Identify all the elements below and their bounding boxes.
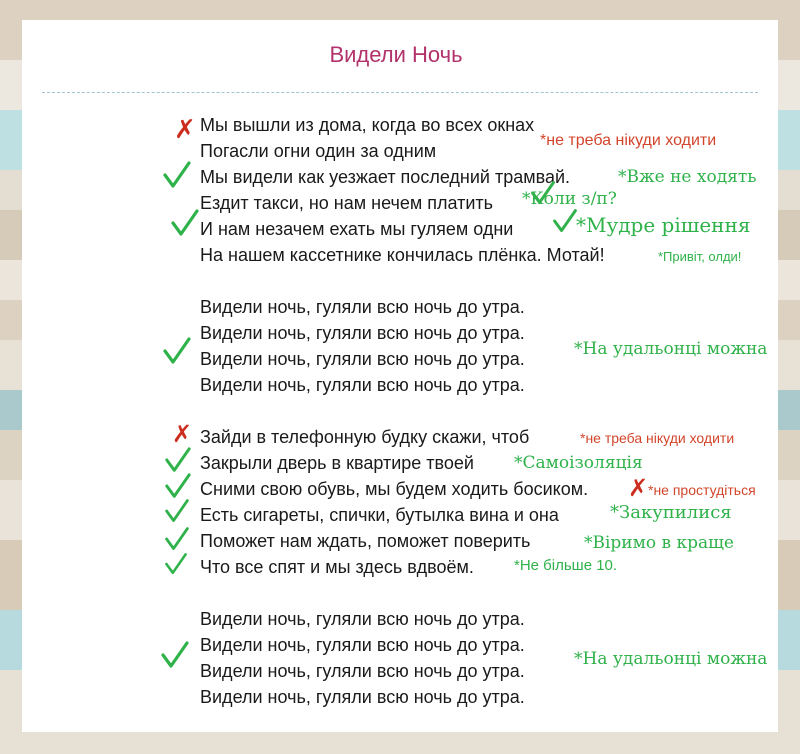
annotation-note: *не треба нікуди ходити — [540, 132, 717, 149]
lyric-line: Видели ночь, гуляли всю ночь до утра. — [200, 323, 525, 343]
check-icon — [162, 160, 192, 190]
cross-icon: ✗ — [172, 420, 193, 448]
check-icon — [164, 526, 190, 552]
lyric-line: Погасли огни один за одним — [200, 141, 437, 161]
lyric-line: Закрыли дверь в квартире твоей — [200, 453, 474, 473]
cross-icon: ✗ — [174, 115, 196, 145]
check-icon — [164, 472, 192, 500]
check-icon — [164, 446, 192, 474]
annotation-note: *Самоізоляція — [514, 453, 643, 473]
lyric-line: Видели ночь, гуляли всю ночь до утра. — [200, 349, 525, 369]
divider — [42, 92, 758, 93]
lyric-line: Мы видели как уезжает последний трамвай. — [200, 167, 571, 187]
annotation-note: *Віримо в краще — [584, 533, 734, 553]
lyric-line: Видели ночь, гуляли всю ночь до утра. — [200, 661, 525, 681]
annotation-note: *не треба нікуди ходити — [580, 430, 735, 446]
check-icon — [162, 336, 192, 366]
check-icon — [552, 208, 578, 234]
page-title: Видели Ночь — [329, 42, 463, 67]
lyric-line: Есть сигареты, спички, бутылка вина и она — [200, 505, 559, 525]
lyric-line: Что все спят и мы здесь вдвоём. — [200, 557, 474, 577]
lyric-line: Сними свою обувь, мы будем ходить босиком. — [200, 479, 589, 499]
lyric-line: Ездит такси, но нам нечем платить — [200, 193, 494, 213]
annotation-note: *Не більше 10. — [514, 557, 618, 574]
lyric-line: На нашем кассетнике кончилась плёнка. Мотай! — [200, 245, 605, 265]
lyric-line: Поможет нам ждать, поможет поверить — [200, 531, 531, 551]
annotation-note: *На удальонці можна — [574, 339, 768, 359]
lyric-line: Видели ночь, гуляли всю ночь до утра. — [200, 635, 525, 655]
check-icon — [170, 208, 200, 238]
lyric-line: И нам незачем ехать мы гуляем одни — [200, 219, 514, 239]
lyric-line: Видели ночь, гуляли всю ночь до утра. — [200, 297, 525, 317]
annotation-note: *Привіт, олди! — [658, 249, 742, 264]
annotation-note: *Закупилися — [610, 502, 732, 523]
lyrics-card — [22, 20, 778, 732]
lyric-line: Видели ночь, гуляли всю ночь до утра. — [200, 375, 525, 395]
lyric-line: Зайди в телефонную будку скажи, чтоб — [200, 427, 530, 447]
annotation-note: *Коли з/п? — [522, 189, 617, 209]
lyric-line: Видели ночь, гуляли всю ночь до утра. — [200, 687, 525, 707]
check-icon — [530, 180, 556, 206]
annotation-note: *не простудіться — [648, 482, 756, 498]
annotation-note: *На удальонці можна — [574, 649, 768, 669]
annotation-note: *Вже не ходять — [618, 167, 757, 187]
check-icon — [164, 552, 188, 576]
lyric-line: Видели ночь, гуляли всю ночь до утра. — [200, 609, 525, 629]
check-icon — [164, 498, 190, 524]
annotation-note: *Мудре рішення — [576, 213, 751, 237]
lyric-line: Мы вышли из дома, когда во всех окнах — [200, 115, 535, 135]
check-icon — [160, 640, 190, 670]
cross-icon: ✗ — [628, 474, 649, 502]
